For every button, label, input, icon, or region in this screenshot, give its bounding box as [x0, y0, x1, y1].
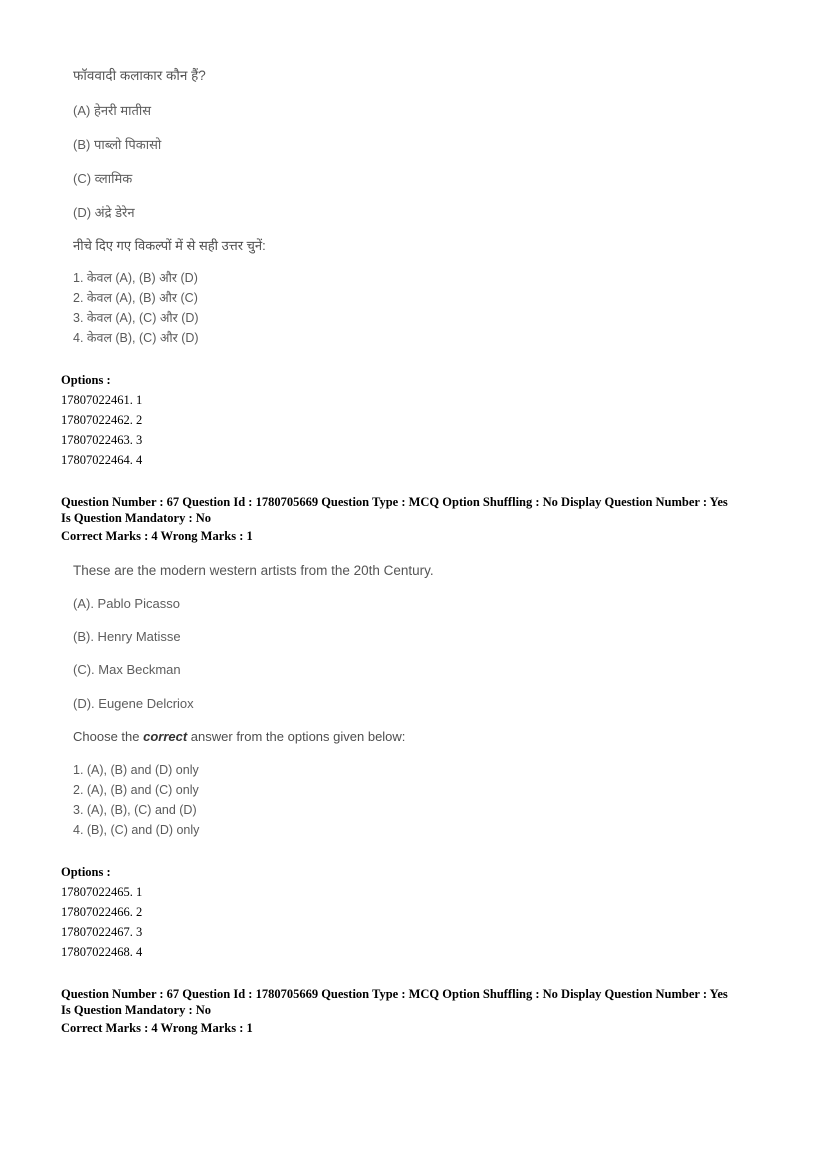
question-item-b: (B). Henry Matisse	[73, 629, 181, 644]
option-row: 17807022466. 2	[61, 905, 143, 919]
meta-line-1: Question Number : 67 Question Id : 1780705669 Question Type : MCQ Option Shuffling : No Display Question Number : Yes	[61, 987, 728, 1001]
choice-4: 4. (B), (C) and (D) only	[73, 823, 200, 837]
option-row: 17807022468. 4	[61, 945, 143, 959]
options-block-2	[61, 864, 142, 964]
option-row: 17807022465. 1	[61, 885, 143, 899]
choice-2: 2. केवल (A), (B) और (C)	[73, 291, 198, 305]
question-item-a: (A) हेनरी मातीस	[73, 103, 152, 118]
question-instruction: Choose the correct answer from the options given below:	[73, 729, 406, 744]
question-item-d: (D). Eugene Delcriox	[73, 696, 194, 711]
question-item-c: (C) व्लामिक	[73, 171, 133, 186]
meta-line-2: Is Question Mandatory : No	[61, 511, 212, 525]
option-row: 17807022462. 2	[61, 413, 143, 427]
option-row: 17807022461. 1	[61, 393, 143, 407]
option-row: 17807022467. 3	[61, 925, 143, 939]
choice-3: 3. केवल (A), (C) और (D)	[73, 311, 199, 325]
question-item-b: (B) पाब्लो पिकासो	[73, 137, 162, 152]
option-row: 17807022464. 4	[61, 453, 143, 467]
meta-line-2: Is Question Mandatory : No	[61, 1003, 212, 1017]
options-label: Options :	[61, 865, 111, 879]
option-row: 17807022463. 3	[61, 433, 143, 447]
question-stem: These are the modern western artists from the 20th Century.	[73, 563, 434, 578]
question-item-a: (A). Pablo Picasso	[73, 596, 180, 611]
emphasis-correct: correct	[143, 729, 188, 744]
question-instruction: नीचे दिए गए विकल्पों में से सही उत्तर चुनें:	[73, 238, 266, 253]
meta-line-1: Question Number : 67 Question Id : 1780705669 Question Type : MCQ Option Shuffling : No Display Question Number : Yes	[61, 495, 728, 509]
options-label: Options :	[61, 373, 111, 387]
choice-1: 1. केवल (A), (B) और (D)	[73, 271, 198, 285]
choice-4: 4. केवल (B), (C) और (D)	[73, 331, 199, 345]
question-meta-3	[61, 986, 781, 1036]
meta-line-3: Correct Marks : 4 Wrong Marks : 1	[61, 529, 253, 543]
question-meta-2	[61, 494, 781, 544]
question-item-d: (D) अंद्रे डेरेन	[73, 205, 135, 220]
choice-3: 3. (A), (B), (C) and (D)	[73, 803, 197, 817]
choice-2: 2. (A), (B) and (C) only	[73, 783, 199, 797]
question-stem: फॉववादी कलाकार कौन हैं?	[73, 68, 206, 83]
options-block-1	[61, 372, 142, 472]
meta-line-3: Correct Marks : 4 Wrong Marks : 1	[61, 1021, 253, 1035]
choice-1: 1. (A), (B) and (D) only	[73, 763, 199, 777]
question-item-c: (C). Max Beckman	[73, 662, 181, 677]
